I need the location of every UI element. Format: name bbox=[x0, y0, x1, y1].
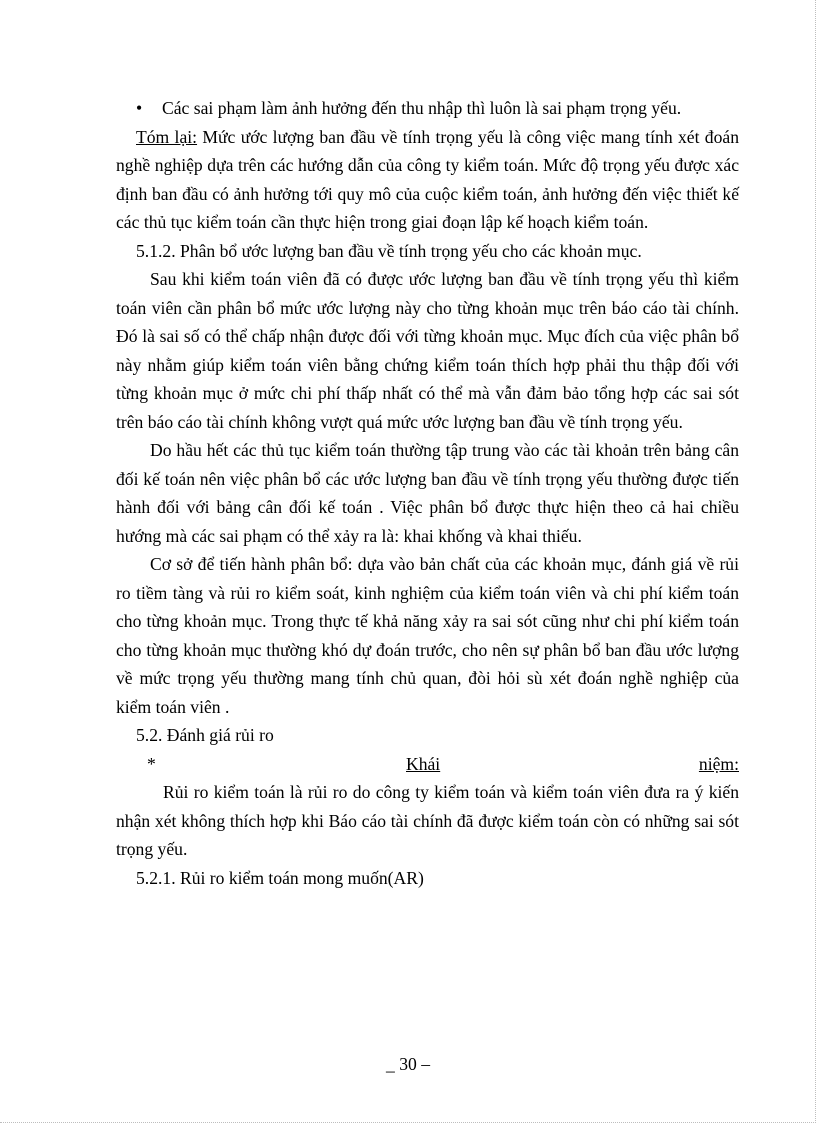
concept-heading bbox=[406, 750, 739, 779]
concept-word-khai: Khái bbox=[406, 753, 441, 774]
section-heading-5-1-2: 5.1.2. Phân bổ ước lượng ban đầu về tính trọng yếu cho các khoản mục. bbox=[136, 240, 642, 261]
bullet-text: Các sai phạm làm ảnh hưởng đến thu nhập thì luôn là sai phạm trọng yếu. bbox=[162, 98, 682, 118]
section-heading-5-2-1: 5.2.1. Rủi ro kiểm toán mong muốn(AR) bbox=[136, 867, 424, 888]
page-number: _ 30 – bbox=[386, 1054, 430, 1074]
summary-paragraph bbox=[116, 123, 739, 237]
star-marker: * bbox=[147, 753, 156, 774]
page-body bbox=[116, 94, 739, 892]
summary-text: Mức ước lượng ban đầu về tính trọng yếu là công việc mang tính xét đoán nghề nghiệp dựa trên các hướng dẫn của công ty kiểm toán. Mức độ trọng yếu được xác định ban đầu có ảnh hưởng tới quy mô của cuộc kiểm toán, ảnh hưởng đến việc thiết kế các thủ tục kiểm toán cần thực hiện trong giai đoạn lập kế hoạch kiểm toán. bbox=[116, 126, 739, 232]
paragraph-2: Do hầu hết các thủ tục kiểm toán thường tập trung vào các tài khoản trên bảng cân đối kế toán nên việc phân bổ các ước lượng ban đầu về tính trọng yếu thường được tiến hành đối với bảng cân đối kế toán . Việc phân bổ được thực hiện theo cả hai chiều hướng mà các sai phạm có thể xảy ra là: khai khống và khai thiếu. bbox=[116, 440, 739, 546]
section-heading-5-2: 5.2. Đánh giá rủi ro bbox=[136, 725, 274, 745]
bullet-dot-icon: • bbox=[136, 98, 143, 118]
bullet-item bbox=[116, 94, 739, 123]
paragraph-4: Rủi ro kiểm toán là rủi ro do công ty kiểm toán và kiểm toán viên đưa ra ý kiến nhận xét không thích hợp khi Báo cáo tài chính đã được kiểm toán còn có những sai sót trọng yếu. bbox=[116, 782, 739, 859]
concept-word-niem: niệm: bbox=[698, 753, 739, 774]
concept-line bbox=[116, 750, 739, 779]
paragraph-3: Cơ sở để tiến hành phân bổ: dựa vào bản chất của các khoản mục, đánh giá về rủi ro tiềm tàng và rủi ro kiểm soát, kinh nghiệm của kiểm toán viên và chi phí kiểm toán cho từng khoản mục. Trong thực tế khả năng xảy ra sai sót cũng như chi phí kiểm toán cho từng khoản mục thường khó dự đoán trước, cho nên sự phân bổ ban đầu ước lượng về mức trọng yếu thường mang tính chủ quan, đòi hỏi sù xét đoán nghề nghiệp của kiểm toán viên . bbox=[116, 554, 739, 717]
summary-label: Tóm lại: bbox=[136, 126, 198, 147]
paragraph-1: Sau khi kiểm toán viên đã có được ước lượng ban đầu về tính trọng yếu thì kiểm toán viên cần phân bổ mức ước lượng này cho từng khoản mục trên báo cáo tài chính. Đó là sai số có thể chấp nhận được đối với từng khoản mục. Mục đích của việc phân bổ này nhằm giúp kiểm toán viên bằng chứng kiểm toán thích hợp phải thu thập đối với từng khoản mục ở mức chi phí thấp nhất có thể mà vẫn đảm bảo tổng hợp các sai sót trên báo cáo tài chính không vượt quá mức ước lượng ban đầu về tính trọng yếu. bbox=[116, 269, 739, 432]
